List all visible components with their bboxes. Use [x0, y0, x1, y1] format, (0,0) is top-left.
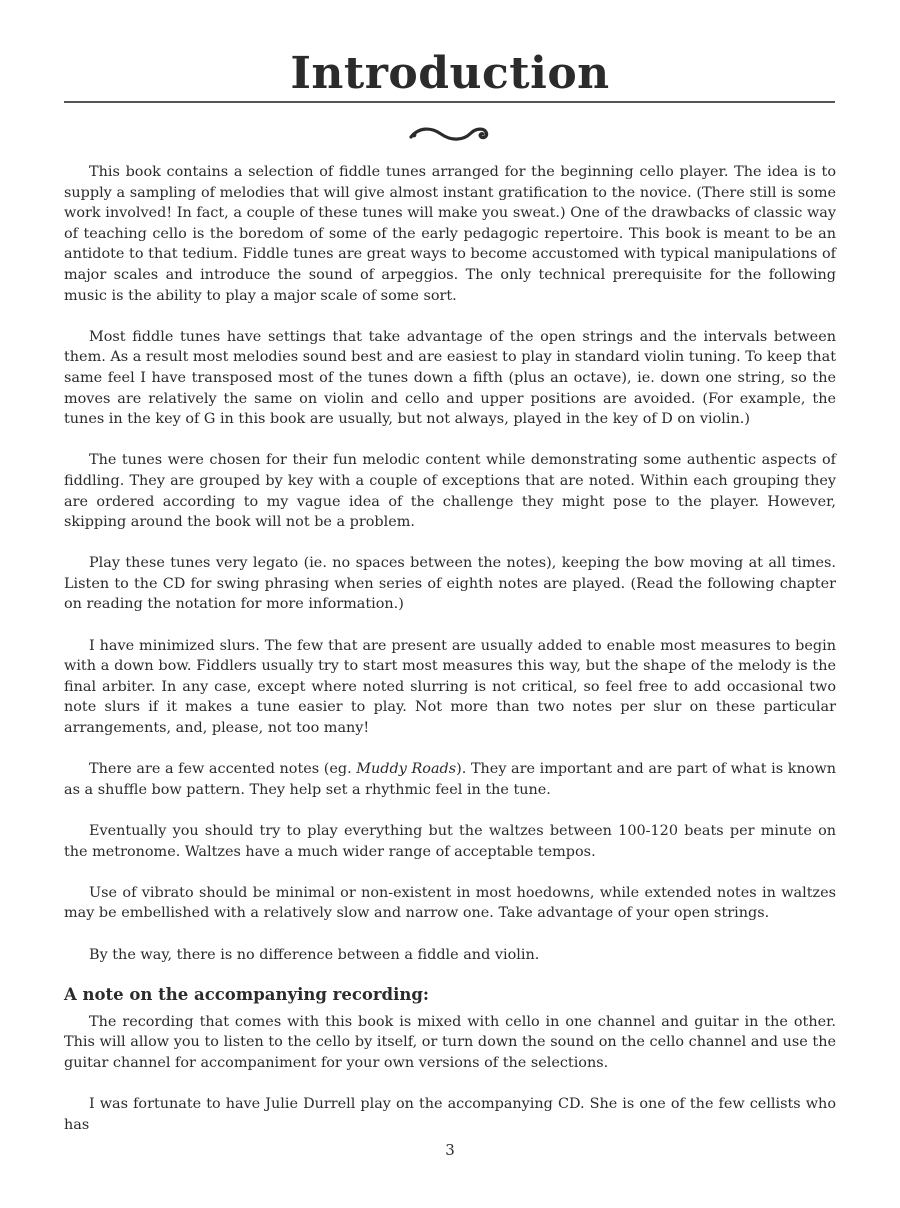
- page-number: 3: [445, 1141, 455, 1159]
- section-heading: A note on the accompanying recording:: [64, 984, 429, 1004]
- title-rule: [64, 101, 835, 103]
- paragraph: Play these tunes very legato (ie. no spaces between the notes), keeping the bow moving at all times. Listen to the CD for swing phrasing when series of eighth notes are played. (Read the following chapter on reading the notation for more information.): [64, 555, 836, 613]
- paragraph: The recording that comes with this book is mixed with cello in one channel and guitar in the other. This will allow you to listen to the cello by itself, or turn down the sound on the cello channel and use the guitar channel for accompaniment for your own versions of the selections.: [64, 1013, 836, 1071]
- paragraph: Use of vibrato should be minimal or non-existent in most hoedowns, while extended notes in waltzes may be embellished with a relatively slow and narrow one. Take advantage of your open strings.: [64, 884, 836, 922]
- flourish-icon: [405, 120, 495, 150]
- paragraph: This book contains a selection of fiddle tunes arranged for the beginning cello player. The idea is to supply a sampling of melodies that will give almost instant gratification to the novice. (There still is some work involved! In fact, a couple of these tunes will make you sweat.) One of the drawbacks of classic way of teaching cello is the boredom of some of the early pedagogic repertoire. This book is meant to be an antidote to that tedium. Fiddle tunes are great ways to become accustomed with typical manipulations of major scales and introduce the sound of arpeggios. The only technical prerequisite for the following music is the ability to play a major scale of some sort.: [64, 164, 836, 304]
- tune-title: Muddy Roads: [356, 761, 457, 778]
- page-title: Introduction: [290, 48, 610, 99]
- paragraph: The tunes were chosen for their fun melodic content while demonstrating some authentic aspects of fiddling. They are grouped by key with a couple of exceptions that are noted. Within each grouping they are ordered according to my vague idea of the challenge they might pose to the player. However, skipping around the book will not be a problem.: [64, 452, 836, 531]
- accent-paragraph: [64, 759, 836, 800]
- paragraph: Most fiddle tunes have settings that take advantage of the open strings and the intervals between them. As a result most melodies sound best and are easiest to play in standard violin tuning. To keep that same feel I have transposed most of the tunes down a fifth (plus an octave), ie. down one string, so the moves are relatively the same on violin and cello and upper positions are avoided. (For example, the tunes in the key of G in this book are usually, but not always, played in the key of D on violin.): [64, 328, 836, 428]
- paragraph-text: ). They are important and are part of what is known as a shuffle bow pattern. They help set a rhythmic feel in the tune.: [64, 761, 836, 798]
- paragraph: Eventually you should try to play everything but the waltzes between 100-120 beats per minute on the metronome. Waltzes have a much wider range of acceptable tempos.: [64, 823, 836, 860]
- body-text: [64, 162, 836, 1135]
- paragraph-text: There are a few accented notes (eg.: [89, 761, 357, 778]
- paragraph: I was fortunate to have Julie Durrell play on the accompanying CD. She is one of the few cellists who has: [64, 1096, 836, 1133]
- paragraph: By the way, there is no difference between a fiddle and violin.: [89, 946, 540, 963]
- paragraph: I have minimized slurs. The few that are present are usually added to enable most measures to begin with a down bow. Fiddlers usually try to start most measures this way, but the shape of the melody is the final arbiter. In any case, except where noted slurring is not critical, so feel free to add occasional two note slurs if it makes a tune easier to play. Not more than two notes per slur on these particular arrangements, and, please, not too many!: [64, 637, 836, 737]
